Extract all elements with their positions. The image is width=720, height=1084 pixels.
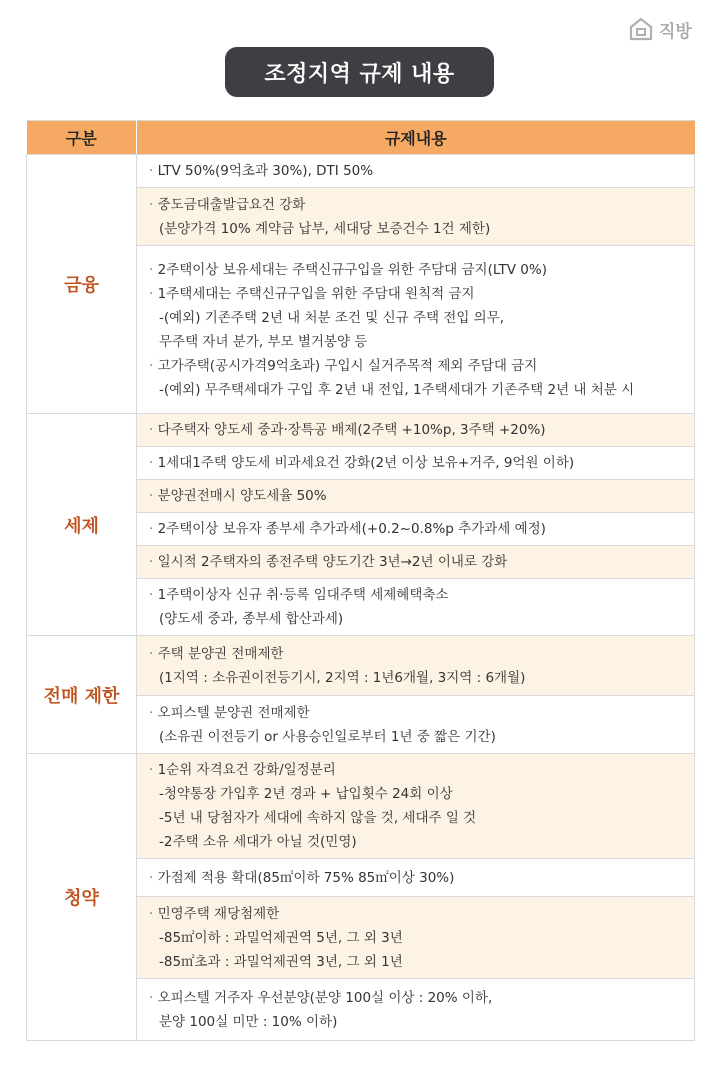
regulation-item xyxy=(137,979,695,1041)
regulation-item xyxy=(137,480,695,513)
item-line: (소유권 이전등기 or 사용승인일로부터 1년 중 짧은 기간) xyxy=(159,728,496,745)
item-line: · 가점제 적용 확대(85㎡이하 75% 85㎡이상 30%) xyxy=(149,866,684,890)
category-finance: 금융 xyxy=(27,155,137,414)
item-line: -85㎡초과 : 과밀억제권역 3년, 그 외 1년 xyxy=(159,953,403,970)
header-content: 규제내용 xyxy=(137,121,695,155)
item-line: · 오피스텔 거주자 우선분양(분양 100실 이상 : 20% 이하, xyxy=(149,986,684,1010)
regulation-item xyxy=(137,696,695,754)
brand-name: 직방 xyxy=(659,21,692,42)
item-line: · 2주택이상 보유자 종부세 추가과세(+0.2~0.8%p 추가과세 예정) xyxy=(149,517,684,541)
regulation-item xyxy=(137,513,695,546)
item-line: · 중도금대출발급요건 강화 xyxy=(149,193,684,217)
regulation-item xyxy=(137,414,695,447)
regulation-item xyxy=(137,897,695,979)
regulation-item xyxy=(137,636,695,696)
table-row xyxy=(27,155,695,188)
regulation-item xyxy=(137,447,695,480)
category-resale: 전매 제한 xyxy=(27,636,137,754)
table-row xyxy=(27,636,695,696)
page-title: 조정지역 규제 내용 xyxy=(225,47,494,97)
brand-logo xyxy=(628,16,692,42)
item-line: · 일시적 2주택자의 종전주택 양도기간 3년→2년 이내로 강화 xyxy=(149,550,684,574)
item-line: · 고가주택(공시가격9억초과) 구입시 실거주목적 제외 주담대 금지 xyxy=(149,354,684,378)
item-line: · 1순위 자격요건 강화/일정분리 xyxy=(149,758,684,782)
category-tax: 세제 xyxy=(27,414,137,636)
item-line: · 오피스텔 분양권 전매제한 xyxy=(149,701,684,725)
header-category: 구분 xyxy=(27,121,137,155)
item-line: · 1세대1주택 양도세 비과세요건 강화(2년 이상 보유+거주, 9억원 이하) xyxy=(149,451,684,475)
table-header-row xyxy=(27,121,695,155)
item-line: · 주택 분양권 전매제한 xyxy=(149,642,684,666)
regulation-item xyxy=(137,754,695,859)
item-line: · 1주택세대는 주택신규구입을 위한 주담대 원칙적 금지 xyxy=(149,282,684,306)
item-line: 분양 100실 미만 : 10% 이하) xyxy=(159,1013,338,1030)
item-line: · 1주택이상자 신규 취·등록 임대주택 세제혜택축소 xyxy=(149,583,684,607)
item-line: · 분양권전매시 양도세율 50% xyxy=(149,484,684,508)
regulation-item xyxy=(137,859,695,897)
item-line: · 다주택자 양도세 중과·장특공 배제(2주택 +10%p, 3주택 +20%) xyxy=(149,418,684,442)
regulation-item xyxy=(137,155,695,188)
regulation-item xyxy=(137,546,695,579)
item-line: · LTV 50%(9억초과 30%), DTI 50% xyxy=(149,159,684,183)
item-line: · 2주택이상 보유세대는 주택신규구입을 위한 주담대 금지(LTV 0%) xyxy=(149,258,684,282)
item-line: (분양가격 10% 계약금 납부, 세대당 보증건수 1건 제한) xyxy=(159,220,491,237)
table-row xyxy=(27,754,695,859)
regulation-item xyxy=(137,579,695,636)
category-subscription: 청약 xyxy=(27,754,137,1041)
house-logo-icon xyxy=(628,16,654,42)
item-line: (1지역 : 소유권이전등기시, 2지역 : 1년6개월, 3지역 : 6개월) xyxy=(159,669,526,686)
item-line: -(예외) 기존주택 2년 내 처분 조건 및 신규 주택 전입 의무, xyxy=(159,309,505,326)
item-line: · 민영주택 재당첨제한 xyxy=(149,902,684,926)
regulation-item xyxy=(137,188,695,246)
item-line: 무주택 자녀 분가, 부모 별거봉양 등 xyxy=(159,333,368,350)
item-line: (양도세 중과, 종부세 합산과세) xyxy=(159,611,344,627)
regulation-item xyxy=(137,246,695,414)
regulation-table xyxy=(26,120,695,1041)
item-line: -85㎡이하 : 과밀억제권역 5년, 그 외 3년 xyxy=(159,929,403,946)
table-row xyxy=(27,414,695,447)
item-line: -2주택 소유 세대가 아닐 것(민영) xyxy=(159,834,357,850)
item-line: -(예외) 무주택세대가 구입 후 2년 내 전입, 1주택세대가 기존주택 2년 내 처분 시 xyxy=(159,381,635,398)
item-line: -5년 내 당첨자가 세대에 속하지 않을 것, 세대주 일 것 xyxy=(159,810,477,826)
item-line: -청약통장 가입후 2년 경과 + 납입횟수 24회 이상 xyxy=(159,786,453,802)
